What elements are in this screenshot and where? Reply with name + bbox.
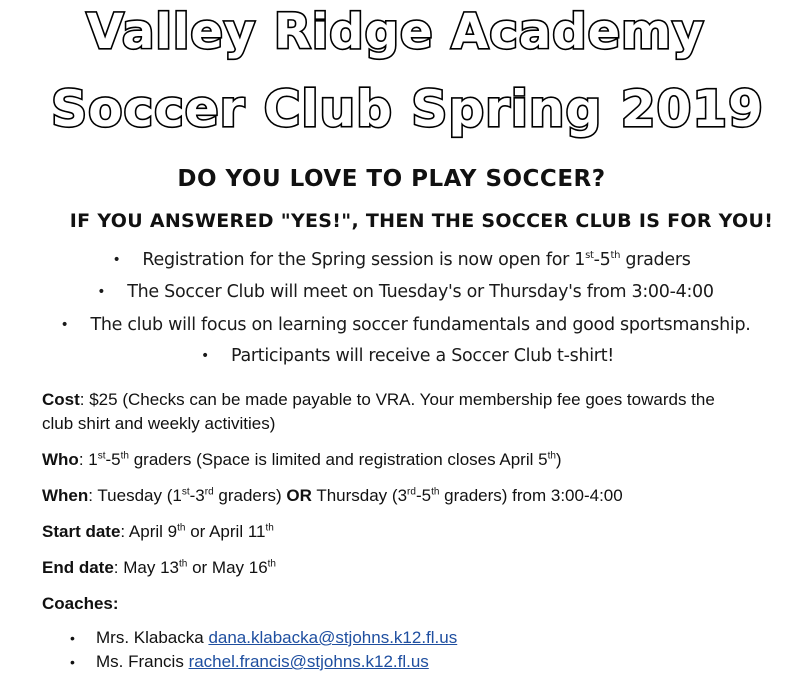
when-text: -3 xyxy=(189,486,205,505)
start-date-text: or April 11 xyxy=(185,522,266,541)
coach-item xyxy=(70,626,457,650)
bullet-text: Registration for the Spring session is now open for 1 xyxy=(142,250,586,270)
superscript: th xyxy=(610,250,621,262)
end-date-text: : May 13 xyxy=(113,558,179,577)
who-label: Who xyxy=(42,450,79,469)
superscript: rd xyxy=(407,486,416,498)
when-text: Thursday (3 xyxy=(311,486,408,505)
who-info xyxy=(42,448,742,472)
superscript: th xyxy=(120,450,129,462)
superscript: st xyxy=(181,486,190,498)
bullet-registration xyxy=(6,250,791,270)
start-date-text: : April 9 xyxy=(120,522,178,541)
bullet-text: -5 xyxy=(593,250,611,270)
coaches-label: Coaches: xyxy=(42,594,119,613)
when-label: When xyxy=(42,486,89,505)
bullet-focus xyxy=(10,315,791,335)
cost-text: : $25 (Checks can be made payable to VRA. Your membership fee goes towards the club shirt and weekly activities) xyxy=(42,390,715,433)
cost-info xyxy=(42,388,742,436)
who-text: graders (Space is limited and registration closes April 5 xyxy=(128,450,548,469)
when-text: -5 xyxy=(415,486,432,505)
superscript: th xyxy=(267,558,276,570)
when-text: graders) from 3:00-4:00 xyxy=(439,486,623,505)
superscript: th xyxy=(431,486,440,498)
bullet-text: The club will focus on learning soccer fundamentals and good sportsmanship. xyxy=(90,315,751,335)
bullet-text: The Soccer Club will meet on Tuesday's or Thursday's from 3:00-4:00 xyxy=(127,282,714,302)
when-info xyxy=(42,484,742,508)
coach-name: Mrs. Klabacka xyxy=(96,628,209,647)
bullet-icon: • xyxy=(70,630,75,646)
superscript: th xyxy=(265,522,274,534)
bullet-text: Participants will receive a Soccer Club t-shirt! xyxy=(231,346,614,366)
superscript: th xyxy=(177,522,186,534)
coach-email-link[interactable]: rachel.francis@stjohns.k12.fl.us xyxy=(188,652,429,671)
end-date-info xyxy=(42,556,742,580)
superscript: th xyxy=(179,558,188,570)
bullet-icon: • xyxy=(201,348,209,364)
bullet-tshirt xyxy=(12,346,791,366)
superscript: rd xyxy=(204,486,214,498)
headline: DO YOU LOVE TO PLAY SOCCER? xyxy=(177,166,606,192)
coaches-heading xyxy=(42,592,742,616)
start-date-info xyxy=(42,520,742,544)
title-line-2: Soccer Club Spring 2019 xyxy=(51,80,764,138)
when-text: : Tuesday (1 xyxy=(88,486,182,505)
end-date-label: End date xyxy=(42,558,114,577)
bullet-icon: • xyxy=(97,284,106,300)
coach-email-link[interactable]: dana.klabacka@stjohns.k12.fl.us xyxy=(208,628,458,647)
coach-item xyxy=(70,650,429,674)
superscript: st xyxy=(97,450,106,462)
coach-name: Ms. Francis xyxy=(96,652,189,671)
bullet-icon: • xyxy=(112,252,121,268)
end-date-text: or May 16 xyxy=(187,558,268,577)
bullet-schedule xyxy=(10,282,791,302)
start-date-label: Start date xyxy=(42,522,121,541)
who-text: ) xyxy=(555,450,562,469)
bullet-text: graders xyxy=(620,250,691,270)
title-line-1: Valley Ridge Academy xyxy=(86,4,705,60)
who-text: : 1 xyxy=(78,450,98,469)
who-text: -5 xyxy=(105,450,121,469)
cost-label: Cost xyxy=(42,390,80,409)
when-or: OR xyxy=(286,486,312,505)
bullet-icon: • xyxy=(70,654,75,670)
superscript: th xyxy=(547,450,556,462)
when-text: graders) xyxy=(213,486,287,505)
superscript: st xyxy=(585,250,594,262)
subheadline: IF YOU ANSWERED "YES!", THEN THE SOCCER CLUB IS FOR YOU! xyxy=(69,210,774,232)
bullet-icon: • xyxy=(60,317,69,333)
